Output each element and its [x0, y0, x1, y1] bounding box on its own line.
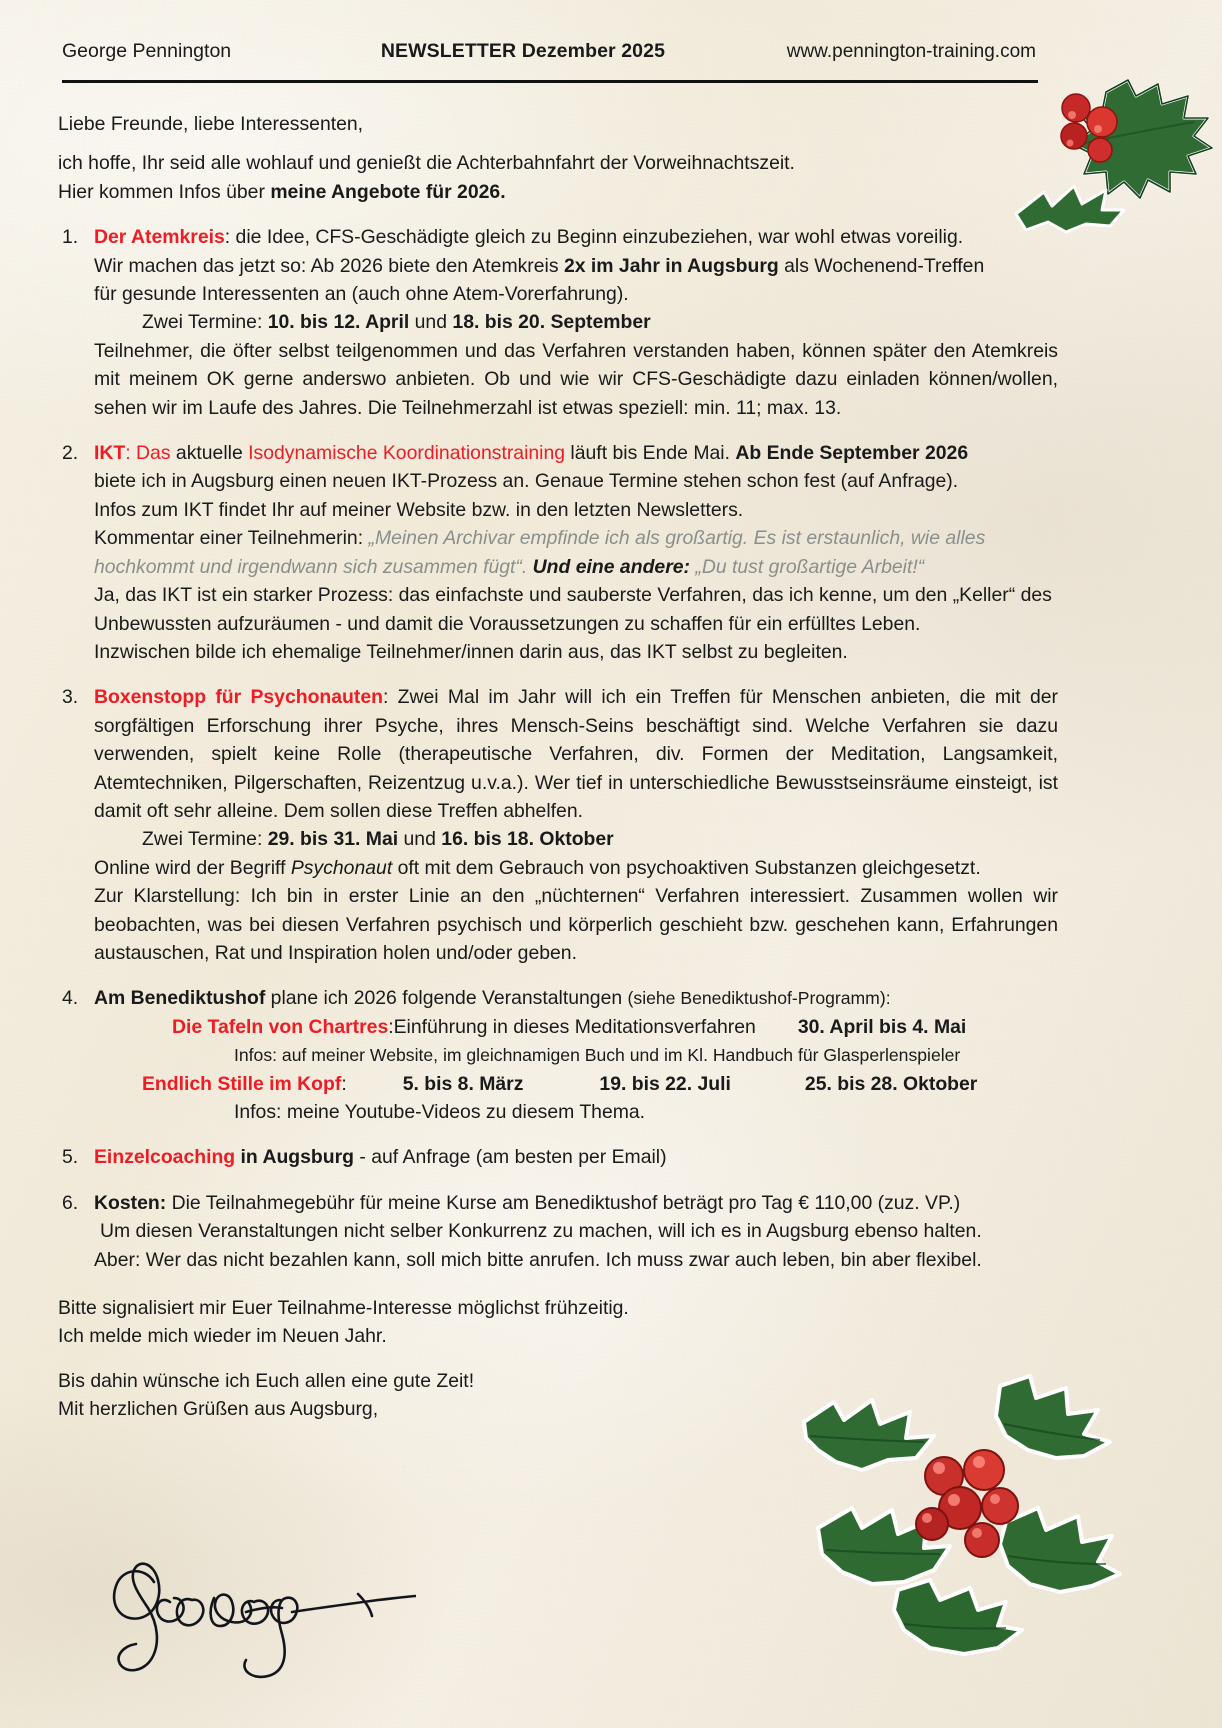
closing-line-1: Bitte signalisiert mir Euer Teilnahme-Interesse möglichst frühzeitig. — [58, 1297, 629, 1320]
item-number: 2. — [62, 442, 79, 465]
item2-red-a: Das — [130, 442, 176, 465]
list-item — [58, 1189, 1058, 1274]
item3-psy-a: Online wird der Begriff — [94, 856, 291, 879]
event-row-stille — [94, 1070, 1058, 1098]
newsletter-body — [58, 110, 1058, 1424]
item-content — [94, 1189, 1058, 1274]
item4-text-small: (siehe Benediktushof-Programm): — [627, 988, 891, 1009]
item-number: 4. — [62, 987, 79, 1010]
event2-date-2: 19. bis 22. Juli — [599, 1072, 731, 1095]
intro-line-2-pre: Hier kommen Infos über — [58, 180, 271, 203]
event2-title: Endlich Stille im Kopf — [142, 1072, 342, 1095]
item2-paragraph-1: Ja, das IKT ist ein starker Prozess: das einfachste und sauberste Verfahren, das ich kenne, um den „Keller“ des Unbewussten aufzuräumen - und damit die Voraussetzungen zu schaffen für ein erfülltes Leben. — [94, 584, 1052, 635]
header-author: George Pennington — [62, 40, 232, 62]
item1-text-a: die Idee, CFS-Geschädigte gleich zu Beginn einzubeziehen, war wohl etwas voreilig. — [230, 226, 964, 249]
item6-heading: Kosten: — [94, 1191, 167, 1214]
event1-info: Infos: auf meiner Website, im gleichnamigen Buch und im Kl. Handbuch für Glasperlenspieler — [234, 1045, 961, 1066]
item1-paragraph: Teilnehmer, die öfter selbst teilgenommen und das Verfahren verstanden haben, können später den Atemkreis mit meinem OK gerne anderswo anbieten. Ob und wie wir CFS-Geschädigte dazu einladen können/wollen, sehen wir im Laufe des Jahres. Die Teilnehmerzahl ist etwas speziell: min. 11; max. 13. — [94, 339, 1058, 419]
item3-heading: Boxenstopp für Psychonauten — [94, 686, 383, 709]
item1-heading-sep: : — [224, 226, 231, 249]
item3-psy-b: oft mit dem Gebrauch von psychoaktiven Substanzen gleichgesetzt. — [392, 856, 981, 879]
list-item — [58, 984, 1058, 1126]
item3-psy-italic: Psychonaut — [290, 856, 393, 879]
item1-dates-label: Zwei Termine: — [142, 311, 268, 334]
item2-comment-label: Kommentar einer Teilnehmerin: — [94, 527, 369, 550]
item3-dates — [94, 825, 1058, 853]
item1-heading: Der Atemkreis — [94, 226, 225, 249]
item1-text-c: als Wochenend-Treffen — [778, 254, 985, 277]
item2-line-1 — [94, 439, 1058, 467]
event1-desc: Einführung in dieses Meditationsverfahren — [393, 1015, 756, 1038]
item1-text-b: Wir machen das jetzt so: Ab 2026 biete den Atemkreis — [94, 254, 564, 277]
item2-comment — [94, 524, 1058, 581]
item1-date-2: 18. bis 20. September — [452, 311, 651, 334]
closing-line-4: Mit herzlichen Grüßen aus Augsburg, — [58, 1398, 379, 1421]
item-number: 5. — [62, 1146, 79, 1169]
header-divider — [62, 80, 1038, 83]
event2-date-3: 25. bis 28. Oktober — [804, 1072, 978, 1095]
item-number: 6. — [62, 1191, 79, 1214]
item6-line-2: Um diesen Veranstaltungen nicht selber Konkurrenz zu machen, will ich es in Augsburg ebenso halten. — [100, 1220, 982, 1243]
item2-bold-date: Ab Ende September 2026 — [735, 442, 969, 465]
item5-line — [94, 1143, 1058, 1171]
item6-text: Die Teilnahmegebühr für meine Kurse am Benediktushof beträgt pro Tag € 110,00 (zuz. VP.) — [166, 1191, 961, 1214]
item4-text-a: plane ich 2026 folgende Veranstaltungen — [265, 987, 628, 1010]
event2-info: Infos: meine Youtube-Videos zu diesem Thema. — [234, 1101, 646, 1123]
item-number: 3. — [62, 686, 79, 709]
item2-heading-sep: : — [125, 442, 131, 465]
item-content — [94, 984, 1058, 1126]
item4-heading: Am Benediktushof — [94, 987, 266, 1010]
item1-line-2 — [94, 252, 1058, 280]
item3-paragraph-1 — [94, 683, 1058, 825]
intro-line-2-bold: meine Angebote für 2026. — [270, 180, 506, 203]
signature — [96, 1538, 416, 1688]
intro-line-2 — [58, 178, 1058, 206]
item2-quote-2: „Du tust großartige Arbeit!“ — [689, 555, 925, 578]
item2-black-b: läuft bis Ende Mai. — [565, 442, 736, 465]
item3-date-1: 29. bis 31. Mai — [267, 828, 399, 851]
item3-text: Zwei Mal im Jahr will ich ein Treffen für Menschen anbieten, die mit der sorgfältigen Erforschung ihrer Psyche, ihres Mensch-Seins beschäftigt sind. Welche Verfahren sie dazu verwenden, spielt keine Rolle (therapeutische Verfahren, div. Formen der Meditation, Langsamkeit, Atemtechniken, Pilgerschaften, Reizentzug u.v.a.). Wer tief in unterschiedliche Bewusstseinsräume einsteigt, ist damit oft sehr alleine. Dem sollen diese Treffen abhelfen. — [94, 686, 1058, 822]
event-row-chartres — [94, 1013, 1058, 1041]
item3-dates-label: Zwei Termine: — [142, 828, 268, 851]
event1-sep: : — [388, 1015, 394, 1038]
item-content — [94, 683, 1058, 967]
item2-red-b: Isodynamische Koordinationstraining — [248, 442, 566, 465]
item3-date-2: 16. bis 18. Oktober — [441, 828, 614, 851]
item3-heading-sep: : — [383, 686, 389, 709]
item5-heading: Einzelcoaching — [94, 1146, 236, 1169]
item2-black-a: aktuelle — [175, 442, 249, 465]
item1-bold-augsburg: 2x im Jahr in Augsburg — [563, 254, 779, 277]
item-content — [94, 223, 1058, 422]
event2-date-1: 5. bis 8. März — [402, 1072, 524, 1095]
salutation: Liebe Freunde, liebe Interessenten, — [58, 113, 364, 135]
closing-line-2: Ich melde mich wieder im Neuen Jahr. — [58, 1325, 387, 1348]
item2-quote-1: „Meinen Archivar empfinde ich als großartig. Es ist erstaunlich, wie alles hochkommt und irgendwann sich zusammen fügt“. — [94, 527, 986, 578]
item5-rest: - auf Anfrage (am besten per Email) — [354, 1146, 667, 1169]
header-website[interactable]: www.pennington-training.com — [786, 41, 1036, 62]
event1-date: 30. April bis 4. Mai — [797, 1015, 967, 1038]
item1-dates — [94, 308, 1058, 336]
item2-quote-bridge: Und eine andere: — [527, 555, 690, 578]
intro-line-1: ich hoffe, Ihr seid alle wohlauf und genießt die Achterbahnfahrt der Vorweihnachtszeit. — [58, 152, 795, 175]
holly-icon — [792, 1358, 1122, 1658]
item-number: 1. — [62, 226, 79, 249]
list-item — [58, 1143, 1058, 1171]
event2-sep: : — [341, 1072, 347, 1095]
item5-bold-augsburg: in Augsburg — [235, 1146, 354, 1169]
list-item — [58, 683, 1058, 967]
item4-line-1 — [94, 984, 1058, 1012]
item1-line-1 — [94, 223, 1058, 251]
item-content — [94, 439, 1058, 666]
item3-dates-join: und — [398, 828, 442, 851]
item1-dates-join: und — [409, 311, 453, 334]
item2-paragraph-2: Inzwischen bilde ich ehemalige Teilnehmer/innen darin aus, das IKT selbst zu begleiten. — [94, 640, 848, 663]
item6-line-3: Aber: Wer das nicht bezahlen kann, soll mich bitte anrufen. Ich muss zwar auch leben, bin aber flexibel. — [94, 1248, 982, 1271]
item-content — [94, 1143, 1058, 1171]
item2-heading: IKT — [94, 442, 126, 465]
list-item — [58, 223, 1058, 422]
list-item — [58, 439, 1058, 666]
item2-line-3: Infos zum IKT findet Ihr auf meiner Website bzw. in den letzten Newsletters. — [94, 498, 744, 521]
item1-line-3: für gesunde Interessenten an (auch ohne Atem-Vorerfahrung). — [94, 283, 629, 306]
item3-line-psychonaut — [94, 854, 1058, 882]
item1-date-1: 10. bis 12. April — [267, 311, 410, 334]
item2-line-2: biete ich in Augsburg einen neuen IKT-Prozess an. Genaue Termine stehen schon fest (auf Anfrage). — [94, 470, 959, 493]
event1-title: Die Tafeln von Chartres — [172, 1015, 389, 1038]
closing-line-3: Bis dahin wünsche ich Euch allen eine gute Zeit! — [58, 1369, 475, 1392]
item6-line-1 — [94, 1189, 1058, 1217]
item3-paragraph-2: Zur Klarstellung: Ich bin in erster Linie an den „nüchternen“ Verfahren interessiert. Zusammen wollen wir beobachten, was bei diesen Verfahren psychisch und körperlich geschieht bzw. geschehen kann, Erfahrungen austauschen, Rat und Inspiration holen und/oder geben. — [94, 885, 1058, 964]
page-header — [62, 40, 1036, 63]
header-title: NEWSLETTER Dezember 2025 — [380, 40, 666, 62]
